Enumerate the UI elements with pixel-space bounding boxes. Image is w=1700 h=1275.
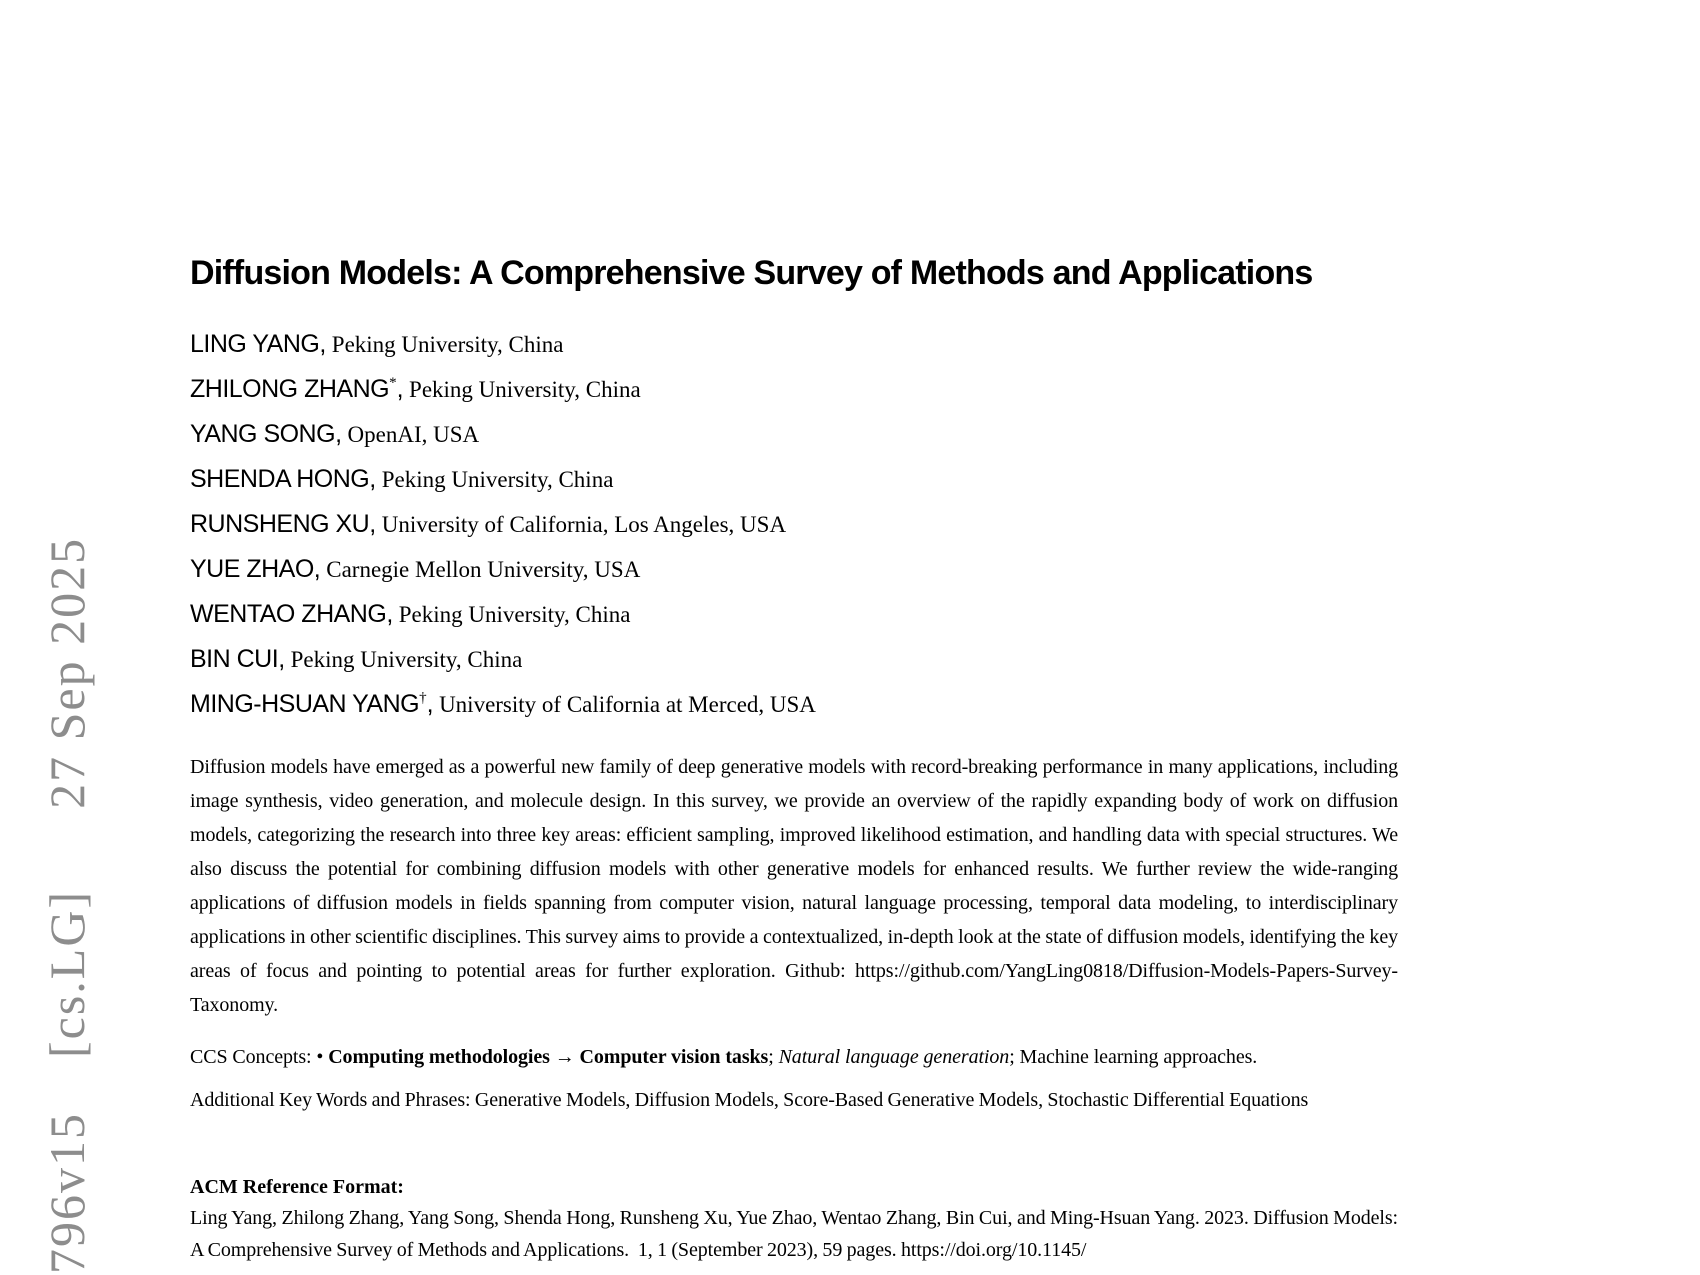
author-affiliation: University of California, Los Angeles, USA <box>381 512 787 537</box>
bullet-icon: • <box>316 1046 329 1068</box>
author-affiliation: Carnegie Mellon University, USA <box>326 557 641 582</box>
author-footnote-marker: † <box>419 690 427 706</box>
author-name: LING YANG <box>190 330 320 358</box>
author-name: ZHILONG ZHANG <box>190 375 390 403</box>
author-row <box>190 412 1398 457</box>
ccs-separator: ; <box>768 1046 779 1068</box>
abstract-text: Diffusion models have emerged as a powerful new family of deep generative models with record-breaking performance in many applications, including image synthesis, video generation, and molecule design. In this survey, we provide an overview of the rapidly expanding body of work on diffusion models, categorizing the research into three key areas: efficient sampling, improved likelihood estimation, and handling data with special structures. We also discuss the potential for combining diffusion models with other generative models for enhanced results. We further review the wide-ranging applications of diffusion models in fields spanning from computer vision, natural language processing, temporal data modeling, to interdisciplinary applications in other scientific disciplines. This survey aims to provide a contextualized, in-depth look at the state of diffusion models, identifying the key areas of focus and pointing to potential areas for further exploration. Github: <box>190 756 1398 982</box>
author-row <box>190 637 1398 682</box>
author-name: SHENDA HONG <box>190 465 370 493</box>
author-separator: , <box>319 330 326 358</box>
acm-reference-heading: ACM Reference Format: <box>190 1176 404 1198</box>
author-separator: , <box>396 375 404 403</box>
keywords: Additional Key Words and Phrases: Generative Models, Diffusion Models, Score-Based Generative Models, Stochastic Differential Equations <box>190 1089 1309 1111</box>
author-separator: , <box>369 465 376 493</box>
author-affiliation: Peking University, China <box>290 647 523 672</box>
author-row <box>190 322 1398 367</box>
arrow-right-icon: → <box>549 1046 580 1068</box>
author-separator: , <box>313 555 321 583</box>
author-row <box>190 502 1398 547</box>
author-name: YUE ZHAO <box>190 555 314 583</box>
ccs-concepts <box>190 1042 1398 1072</box>
ccs-prefix: CCS Concepts: <box>190 1046 317 1068</box>
author-row <box>190 367 1398 412</box>
github-link[interactable]: https://github.com/YangLing0818/Diffusion-Models-Papers-Survey-Taxonomy. <box>190 960 1398 1016</box>
author-separator: , <box>369 510 376 538</box>
paper-title: Diffusion Models: A Comprehensive Survey of Methods and Applications <box>190 254 1313 292</box>
author-affiliation: University of California at Merced, USA <box>439 692 816 717</box>
abstract <box>190 750 1398 1022</box>
author-row <box>190 457 1398 502</box>
author-affiliation: Peking University, China <box>398 602 631 627</box>
doi-link[interactable]: https://doi.org/10.1145/ <box>900 1239 1087 1261</box>
author-name: WENTAO ZHANG <box>190 600 387 628</box>
author-separator: , <box>335 420 342 448</box>
acm-reference <box>190 1172 1398 1266</box>
author-list <box>190 322 1398 727</box>
author-separator: , <box>386 600 393 628</box>
author-name: BIN CUI <box>190 645 279 673</box>
author-affiliation: OpenAI, USA <box>347 422 480 447</box>
ccs-concept-computer-vision-tasks: Computer vision tasks <box>579 1046 769 1068</box>
ccs-concept-natural-language-generation: Natural language generation <box>778 1046 1010 1068</box>
author-affiliation: Peking University, China <box>331 332 564 357</box>
author-row <box>190 547 1398 592</box>
author-separator: , <box>426 690 434 718</box>
acm-reference-citation <box>190 1202 1398 1266</box>
arxiv-watermark: 796v15 [cs.LG] 27 Sep 2025 <box>39 536 95 1274</box>
author-name: YANG SONG <box>190 420 336 448</box>
ccs-suffix: ; Machine learning approaches. <box>1009 1046 1258 1068</box>
author-row <box>190 682 1398 727</box>
author-affiliation: Peking University, China <box>381 467 614 492</box>
ccs-concept-computing-methodologies: Computing methodologies <box>328 1046 550 1068</box>
author-name: MING-HSUAN YANG <box>190 690 420 718</box>
author-name: RUNSHENG XU <box>190 510 370 538</box>
author-affiliation: Peking University, China <box>409 377 641 402</box>
citation-text: Ling Yang, Zhilong Zhang, Yang Song, Shenda Hong, Runsheng Xu, Yue Zhao, Wentao Zhang, Bin Cui, and Ming-Hsuan Yang. 2023. Diffusion Models: A Comprehensive Survey of Methods and Applications. 1, 1 (September 2023), 59 pages. <box>190 1207 1398 1261</box>
author-row <box>190 592 1398 637</box>
author-separator: , <box>278 645 285 673</box>
author-footnote-marker: * <box>389 375 397 391</box>
